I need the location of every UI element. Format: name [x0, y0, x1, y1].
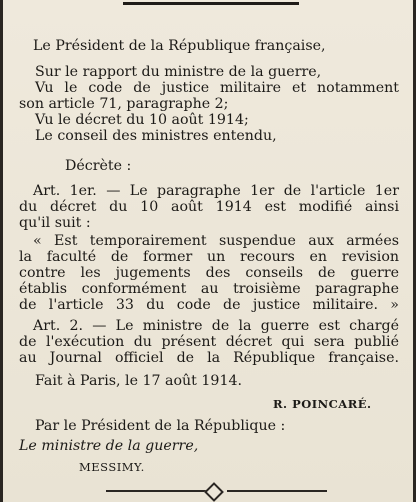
- heading-president: Le Président de la République française,: [33, 38, 326, 54]
- diamond-ornament-icon: [204, 482, 224, 502]
- decrete-heading: Décrète :: [65, 158, 132, 174]
- art2-line3: au Journal officiel de la République française.: [19, 350, 399, 366]
- line-conseil: Le conseil des ministres entendu,: [35, 128, 277, 144]
- top-rule: [123, 2, 299, 5]
- bottom-ornament: [11, 484, 405, 498]
- quote-line4: établis conformément au troisième paragraphe: [19, 281, 399, 297]
- line-decret-10-aout: Vu le décret du 10 août 1914;: [35, 112, 249, 128]
- quote-line2: la faculté de former un recours en revision: [19, 249, 399, 265]
- art1-line3: qu'il suit :: [19, 215, 91, 231]
- line-rapport: Sur le rapport du ministre de la guerre,: [35, 64, 322, 80]
- fait-a-paris: Fait à Paris, le 17 août 1914.: [35, 373, 243, 389]
- par-le-president: Par le Président de la République :: [35, 418, 286, 434]
- art1-line2: du décret du 10 août 1914 est modifié ainsi: [19, 199, 399, 215]
- quote-line5: de l'article 33 du code de justice militaire. »: [19, 297, 399, 313]
- quote-line3: contre les jugements des conseils de guerre: [19, 265, 399, 281]
- art2-line1: Art. 2. — Le ministre de la guerre est chargé: [33, 318, 399, 334]
- line-article-71: son article 71, paragraphe 2;: [19, 96, 229, 112]
- line-code-justice: Vu le code de justice militaire et notamment: [35, 80, 399, 96]
- art2-line2: de l'exécution du présent décret qui sera publié: [19, 334, 399, 350]
- art1-line1: Art. 1er. — Le paragraphe 1er de l'article 1er: [33, 183, 399, 199]
- signature-poincare: R. POINCARÉ.: [273, 397, 372, 411]
- quote-line1: « Est temporairement suspendue aux armées: [33, 233, 399, 249]
- ministre-guerre: Le ministre de la guerre,: [19, 438, 199, 454]
- signature-messimy: MESSIMY.: [79, 460, 145, 474]
